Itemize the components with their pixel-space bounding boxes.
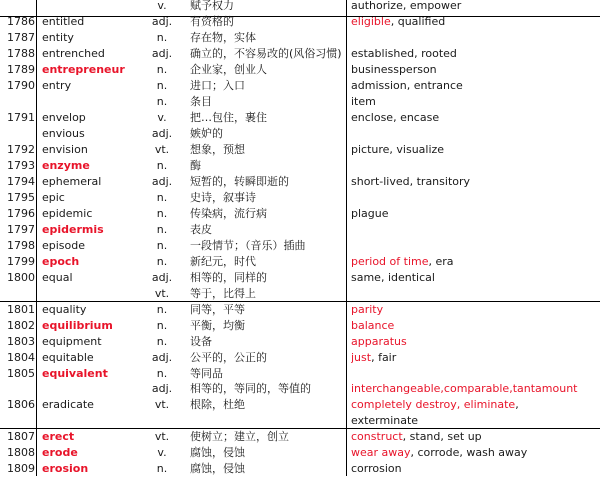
synonyms (351, 445, 596, 461)
headword: enzyme (42, 159, 90, 172)
chinese-definition: 相等的，同样的 (190, 271, 267, 284)
synonym-text: exterminate (351, 414, 419, 427)
entry-number: 1809 (7, 462, 35, 475)
entry-number: 1796 (7, 207, 35, 220)
table-row (0, 46, 600, 62)
key-synonym: completely destroy, eliminate (351, 398, 516, 411)
chinese-definition: 条目 (190, 95, 212, 108)
chinese-definition: 平衡，均衡 (190, 319, 245, 332)
synonym-text: same, identical (351, 271, 435, 284)
entry-number: 1800 (7, 271, 35, 284)
entry-number: 1786 (7, 15, 35, 28)
headword: epidermis (42, 223, 104, 236)
synonyms (351, 461, 596, 477)
headword: eradicate (42, 398, 94, 411)
synonyms (351, 429, 596, 445)
chinese-definition: 一段情节；（音乐）插曲 (190, 239, 306, 252)
table-row (0, 270, 600, 286)
headword: episode (42, 239, 86, 252)
chinese-definition: 使树立；建立，创立 (190, 430, 289, 443)
entry-number: 1807 (7, 430, 35, 443)
headword: equality (42, 303, 87, 316)
part-of-speech: v. (157, 0, 167, 12)
table-row (0, 110, 600, 126)
part-of-speech: adj. (151, 127, 173, 140)
key-synonym: apparatus (351, 335, 407, 348)
chinese-definition: 等同品 (190, 367, 223, 380)
table-row (0, 461, 600, 477)
headword: equitable (42, 351, 94, 364)
entry-number: 1797 (7, 223, 35, 236)
headword: entry (42, 79, 72, 92)
chinese-definition: 等于，比得上 (190, 287, 256, 300)
synonyms (351, 413, 596, 429)
headword: envision (42, 143, 88, 156)
synonym-text: corrosion (351, 462, 402, 475)
part-of-speech: n. (156, 95, 168, 108)
entry-number: 1803 (7, 335, 35, 348)
synonym-text: , stand, set up (402, 430, 482, 443)
chinese-definition: 进口；入口 (190, 79, 245, 92)
part-of-speech: adj. (151, 175, 173, 188)
table-row (0, 0, 600, 14)
entry-number: 1804 (7, 351, 35, 364)
part-of-speech: n. (156, 255, 168, 268)
entry-number: 1795 (7, 191, 35, 204)
synonym-text: plague (351, 207, 389, 220)
headword: equal (42, 271, 73, 284)
table-row (0, 238, 600, 254)
entry-number: 1808 (7, 446, 35, 459)
part-of-speech: n. (156, 159, 168, 172)
table-row (0, 222, 600, 238)
chinese-definition: 企业家，创业人 (190, 63, 267, 76)
key-synonym: period of time (351, 255, 429, 268)
synonym-text: short-lived, transitory (351, 175, 471, 188)
synonyms (351, 110, 596, 126)
table-row (0, 366, 600, 382)
synonyms (351, 14, 596, 30)
chinese-definition: 嫉妒的 (190, 127, 223, 140)
synonyms (351, 318, 596, 334)
table-row (0, 206, 600, 222)
part-of-speech: n. (156, 335, 168, 348)
part-of-speech: adj. (151, 271, 173, 284)
part-of-speech: n. (156, 223, 168, 236)
part-of-speech: n. (156, 462, 168, 475)
chinese-definition: 新纪元，时代 (190, 255, 256, 268)
part-of-speech: n. (156, 303, 168, 316)
chinese-definition: 腐蚀，侵蚀 (190, 446, 245, 459)
entry-number: 1802 (7, 319, 35, 332)
entry-number: 1792 (7, 143, 35, 156)
synonyms (351, 94, 596, 110)
chinese-definition: 设备 (190, 335, 212, 348)
synonym-text: , qualified (390, 15, 446, 28)
entry-number: 1798 (7, 239, 35, 252)
headword: equilibrium (42, 319, 113, 332)
key-synonym: interchangeable,comparable,tantamount (351, 382, 578, 395)
table-row (0, 190, 600, 206)
synonym-text: businessperson (351, 63, 437, 76)
synonym-text: admission, entrance (351, 79, 463, 92)
synonyms (351, 334, 596, 350)
synonym-text: authorize, empower (351, 0, 462, 12)
part-of-speech: n. (156, 207, 168, 220)
part-of-speech: n. (156, 63, 168, 76)
entry-number: 1793 (7, 159, 35, 172)
part-of-speech: n. (156, 239, 168, 252)
synonyms (351, 142, 596, 158)
synonyms (351, 302, 596, 318)
headword: entity (42, 31, 74, 44)
chinese-definition: 短暂的，转瞬即逝的 (190, 175, 289, 188)
headword: envelop (42, 111, 86, 124)
part-of-speech: v. (157, 111, 167, 124)
chinese-definition: 表皮 (190, 223, 212, 236)
headword: entitled (42, 15, 85, 28)
chinese-definition: 相等的，等同的，等值的 (190, 382, 311, 395)
table-row (0, 413, 600, 429)
chinese-definition: 腐蚀，侵蚀 (190, 462, 245, 475)
synonym-text: item (351, 95, 376, 108)
entry-number: 1787 (7, 31, 35, 44)
headword: epoch (42, 255, 80, 268)
table-row (0, 126, 600, 142)
chinese-definition: 公平的，公正的 (190, 351, 267, 364)
part-of-speech: n. (156, 79, 168, 92)
table-row (0, 429, 600, 445)
headword: erosion (42, 462, 89, 475)
key-synonym: parity (351, 303, 384, 316)
synonym-text: enclose, encase (351, 111, 440, 124)
synonyms (351, 174, 596, 190)
entry-number: 1799 (7, 255, 35, 268)
synonyms (351, 350, 596, 366)
key-synonym: eligible (351, 15, 391, 28)
headword: erect (42, 430, 75, 443)
table-row (0, 254, 600, 270)
entry-number: 1794 (7, 175, 35, 188)
chinese-definition: 把…包住，裹住 (190, 111, 267, 124)
synonym-text: , (515, 398, 519, 411)
chinese-definition: 传染病，流行病 (190, 207, 267, 220)
synonym-text: , era (428, 255, 454, 268)
part-of-speech: vt. (154, 143, 170, 156)
headword: erode (42, 446, 78, 459)
entry-number: 1790 (7, 79, 35, 92)
table-row (0, 94, 600, 110)
key-synonym: just (351, 351, 372, 364)
headword: entrepreneur (42, 63, 125, 76)
part-of-speech: vt. (154, 287, 170, 300)
part-of-speech: adj. (151, 351, 173, 364)
table-row (0, 302, 600, 318)
synonyms (351, 254, 596, 270)
table-row (0, 62, 600, 78)
synonyms (351, 78, 596, 94)
part-of-speech: adj. (151, 47, 173, 60)
synonym-text: picture, visualize (351, 143, 445, 156)
synonyms (351, 270, 596, 286)
entry-number: 1806 (7, 398, 35, 411)
synonym-text: , corrode, wash away (410, 446, 528, 459)
synonyms (351, 62, 596, 78)
synonyms (351, 381, 596, 397)
table-row (0, 318, 600, 334)
entry-number: 1791 (7, 111, 35, 124)
chinese-definition: 史诗，叙事诗 (190, 191, 256, 204)
headword: equivalent (42, 367, 108, 380)
chinese-definition: 同等，平等 (190, 303, 245, 316)
table-row (0, 142, 600, 158)
part-of-speech: n. (156, 31, 168, 44)
chinese-definition: 赋予权力 (190, 0, 234, 12)
chinese-definition: 确立的，不容易改的(风俗习惯) (190, 47, 342, 60)
synonyms (351, 397, 596, 413)
table-row (0, 350, 600, 366)
entry-number: 1801 (7, 303, 35, 316)
chinese-definition: 酶 (190, 159, 201, 172)
key-synonym: balance (351, 319, 395, 332)
synonyms (351, 206, 596, 222)
part-of-speech: n. (156, 191, 168, 204)
headword: equipment (42, 335, 102, 348)
key-synonym: wear away (351, 446, 411, 459)
part-of-speech: vt. (154, 430, 170, 443)
table-row (0, 158, 600, 174)
table-row (0, 397, 600, 413)
part-of-speech: adj. (151, 382, 173, 395)
table-row (0, 78, 600, 94)
part-of-speech: n. (156, 367, 168, 380)
headword: entrenched (42, 47, 105, 60)
table-row (0, 334, 600, 350)
entry-number: 1788 (7, 47, 35, 60)
table-row (0, 14, 600, 30)
part-of-speech: n. (156, 319, 168, 332)
entry-number: 1805 (7, 367, 35, 380)
entry-number: 1789 (7, 63, 35, 76)
headword: ephemeral (42, 175, 102, 188)
key-synonym: construct (351, 430, 403, 443)
table-row (0, 381, 600, 397)
chinese-definition: 有资格的 (190, 15, 234, 28)
synonym-text: , fair (371, 351, 397, 364)
synonyms (351, 0, 596, 14)
synonym-text: established, rooted (351, 47, 457, 60)
table-row (0, 286, 600, 302)
headword: envious (42, 127, 85, 140)
part-of-speech: vt. (154, 398, 170, 411)
table-row (0, 174, 600, 190)
part-of-speech: v. (157, 446, 167, 459)
headword: epidemic (42, 207, 93, 220)
table-row (0, 30, 600, 46)
chinese-definition: 根除，杜绝 (190, 398, 245, 411)
chinese-definition: 存在物，实体 (190, 31, 256, 44)
chinese-definition: 想象，预想 (190, 143, 245, 156)
table-row (0, 445, 600, 461)
part-of-speech: adj. (151, 15, 173, 28)
headword: epic (42, 191, 65, 204)
synonyms (351, 46, 596, 62)
